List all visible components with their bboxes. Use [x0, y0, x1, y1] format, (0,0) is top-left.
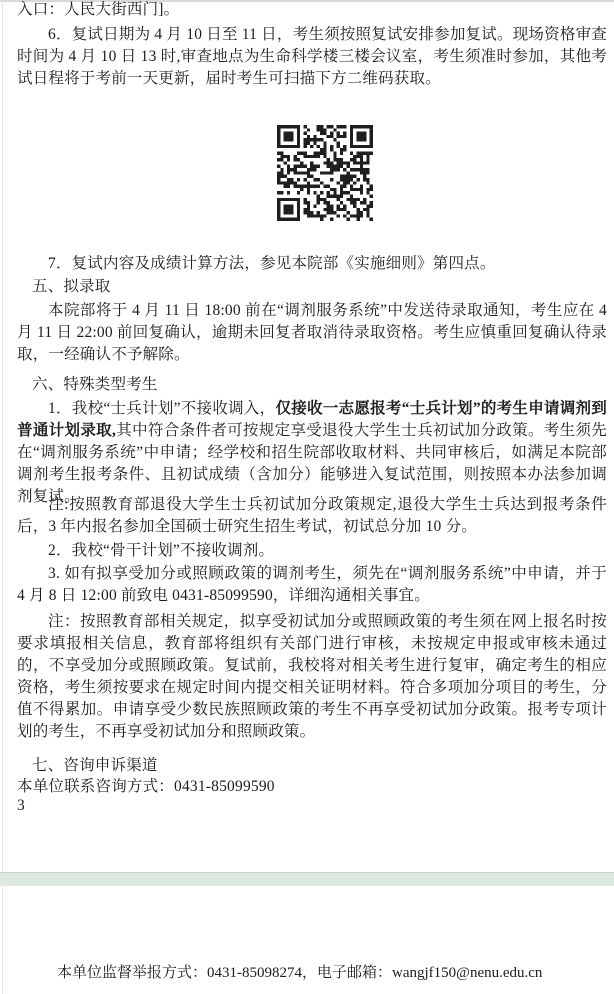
paragraph-item6-exam-date: 6．复试日期为 4 月 10 日至 11 日，考生须按照复试安排参加复试。现场资格审查时间为 4 月 10 日 13 时,审查地点为生命科学楼三楼会议室，考生须准时参加，其他考试日程将于考前一天更新，届时考生可扫描下方二维码获取。 [17, 26, 607, 87]
item1-bold-text: 仅接收一志愿报考“士兵计划”的考生申请调剂到普通计划录取, [17, 400, 608, 439]
paragraph-item1-soldier-plan [17, 398, 607, 508]
item1-regular-text: 1．我校“士兵计划”不接收调入， [48, 400, 276, 417]
section7-heading: 七、咨询申诉渠道 [32, 757, 158, 774]
paragraph-item3-bonus-policy: 3. 如有拟享受加分或照顾政策的调剂考生，须先在“调剂服务系统”中申请，并于 4 月 8 日 12:00 前致电 0431-85099590，详细沟通相关事宜。 [17, 565, 607, 604]
paragraph-item2-backbone-plan: 2．我校“骨干计划”不接收调剂。 [48, 542, 275, 559]
footer-green-band [0, 872, 614, 886]
section6-heading: 六、特殊类型考生 [32, 376, 158, 393]
page-number: 3 [17, 797, 25, 814]
contact-phone-line: 本单位联系咨询方式：0431-85099590 [17, 778, 275, 795]
entrance-continuation-line: 入口：人民大街西门]。 [17, 1, 180, 18]
page-left-edge [2, 0, 3, 994]
item1-regular-text-after: 其中符合条件者可按规定享受退役大学生士兵初试加分政策。考生须先在“调剂服务系统”中申请；经学校和招生院部收取材料、共同审核后，如满足本院部调剂考生报考条件、且初试成绩（含加分）能够进入复试范围，则按照本办法参加调剂复试。 [17, 422, 607, 505]
paragraph-item7-content-method: 7．复试内容及成绩计算方法，参见本院部《实施细则》第四点。 [48, 255, 496, 272]
paragraph-note-soldier-bonus: 注:按照教育部退役大学生士兵初试加分政策规定,退役大学生士兵达到报考条件后，3 年内报名参加全国硕士研究生招生考试，初试总分加 10 分。 [17, 496, 607, 535]
paragraph-section5-admission: 本院部将于 4 月 11 日 18:00 前在“调剂服务系统”中发送待录取通知，考生应在 4 月 11 日 22:00 前回复确认，逾期未回复者取消待录取资格。考生应慎重回复确认待录取，一经确认不予解除。 [17, 302, 607, 363]
section5-heading: 五、拟录取 [32, 278, 111, 295]
qr-code [277, 125, 373, 221]
paragraph-note-moe-policy: 注：按照教育部相关规定，拟享受初试加分或照顾政策的考生须在网上报名时按要求填报相关信息，教育部将组织有关部门进行审核，未按规定申报或审核未通过的，不享受加分或照顾政策。复试前，我校将对相关考生进行复审，确定考生的相应资格，考生须按要求在规定时间内提交相关证明材料。符合多项加分项目的考生，分值不得累加。申请享受少数民族照顾政策的考生不再享受初试加分政策。报考专项计划的考生，不再享受初试加分和照顾政策。 [17, 613, 607, 740]
footer-supervision-line: 本单位监督举报方式：0431-85098274，电子邮箱：wangjf150@nenu.edu.cn [57, 965, 543, 981]
